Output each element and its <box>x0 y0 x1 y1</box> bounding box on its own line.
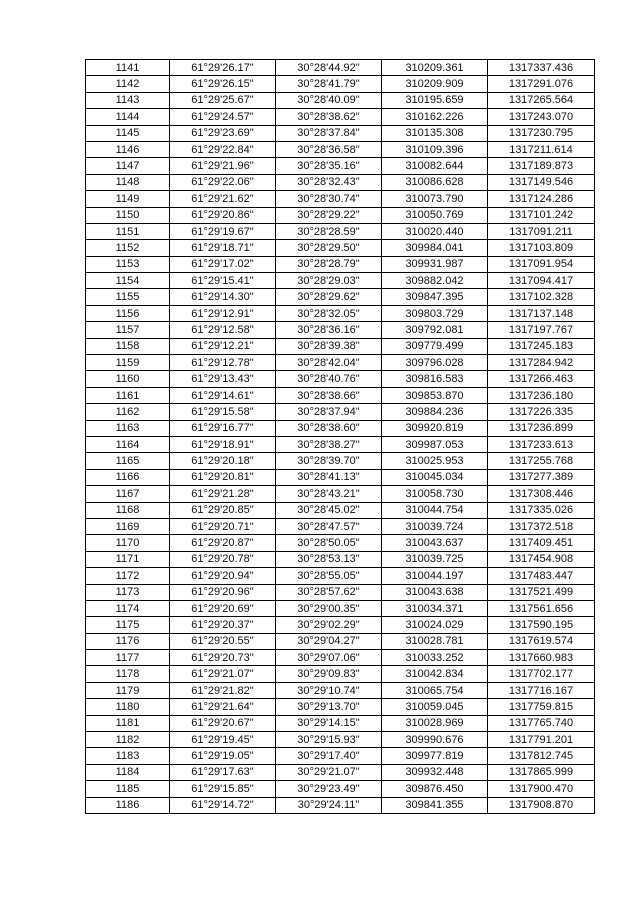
y-coordinate-cell: 1317233.613 <box>488 436 595 452</box>
table-row <box>86 338 595 354</box>
coordinates-table <box>85 59 595 814</box>
latitude-cell: 61°29'21.64" <box>170 699 276 715</box>
point-number-cell: 1171 <box>86 551 170 567</box>
table-row <box>86 322 595 338</box>
point-number-cell: 1161 <box>86 387 170 403</box>
latitude-cell: 61°29'20.94" <box>170 568 276 584</box>
x-coordinate-cell: 310065.754 <box>382 682 488 698</box>
longitude-cell: 30°28'39.70" <box>276 453 382 469</box>
point-number-cell: 1153 <box>86 256 170 272</box>
latitude-cell: 61°29'22.06" <box>170 174 276 190</box>
longitude-cell: 30°28'43.21" <box>276 486 382 502</box>
latitude-cell: 61°29'20.86" <box>170 207 276 223</box>
longitude-cell: 30°28'32.05" <box>276 305 382 321</box>
point-number-cell: 1173 <box>86 584 170 600</box>
y-coordinate-cell: 1317483.447 <box>488 568 595 584</box>
table-row <box>86 518 595 534</box>
table-row <box>86 436 595 452</box>
longitude-cell: 30°28'40.09" <box>276 92 382 108</box>
table-row <box>86 551 595 567</box>
y-coordinate-cell: 1317308.446 <box>488 486 595 502</box>
point-number-cell: 1145 <box>86 125 170 141</box>
table-row <box>86 748 595 764</box>
latitude-cell: 61°29'21.96" <box>170 158 276 174</box>
y-coordinate-cell: 1317590.195 <box>488 617 595 633</box>
latitude-cell: 61°29'26.17" <box>170 60 276 76</box>
latitude-cell: 61°29'20.37" <box>170 617 276 633</box>
latitude-cell: 61°29'19.05" <box>170 748 276 764</box>
point-number-cell: 1148 <box>86 174 170 190</box>
y-coordinate-cell: 1317619.574 <box>488 633 595 649</box>
table-row <box>86 158 595 174</box>
x-coordinate-cell: 310039.725 <box>382 551 488 567</box>
table-row <box>86 600 595 616</box>
y-coordinate-cell: 1317230.795 <box>488 125 595 141</box>
table-row <box>86 240 595 256</box>
x-coordinate-cell: 309977.819 <box>382 748 488 764</box>
table-row <box>86 715 595 731</box>
y-coordinate-cell: 1317091.211 <box>488 223 595 239</box>
longitude-cell: 30°28'41.79" <box>276 76 382 92</box>
longitude-cell: 30°28'38.62" <box>276 109 382 125</box>
y-coordinate-cell: 1317102.328 <box>488 289 595 305</box>
x-coordinate-cell: 310086.628 <box>382 174 488 190</box>
longitude-cell: 30°28'38.60" <box>276 420 382 436</box>
x-coordinate-cell: 309882.042 <box>382 273 488 289</box>
y-coordinate-cell: 1317900.470 <box>488 781 595 797</box>
x-coordinate-cell: 309932.448 <box>382 764 488 780</box>
longitude-cell: 30°29'02.29" <box>276 617 382 633</box>
longitude-cell: 30°28'29.62" <box>276 289 382 305</box>
table-row <box>86 223 595 239</box>
latitude-cell: 61°29'14.30" <box>170 289 276 305</box>
y-coordinate-cell: 1317372.518 <box>488 518 595 534</box>
latitude-cell: 61°29'20.67" <box>170 715 276 731</box>
longitude-cell: 30°28'38.66" <box>276 387 382 403</box>
latitude-cell: 61°29'23.69" <box>170 125 276 141</box>
x-coordinate-cell: 309803.729 <box>382 305 488 321</box>
table-row <box>86 191 595 207</box>
latitude-cell: 61°29'12.21" <box>170 338 276 354</box>
latitude-cell: 61°29'18.91" <box>170 436 276 452</box>
latitude-cell: 61°29'15.85" <box>170 781 276 797</box>
y-coordinate-cell: 1317561.656 <box>488 600 595 616</box>
table-row <box>86 764 595 780</box>
table-row <box>86 207 595 223</box>
x-coordinate-cell: 310044.754 <box>382 502 488 518</box>
table-row <box>86 617 595 633</box>
point-number-cell: 1177 <box>86 650 170 666</box>
point-number-cell: 1176 <box>86 633 170 649</box>
y-coordinate-cell: 1317211.614 <box>488 141 595 157</box>
y-coordinate-cell: 1317865.999 <box>488 764 595 780</box>
y-coordinate-cell: 1317101.242 <box>488 207 595 223</box>
x-coordinate-cell: 310028.969 <box>382 715 488 731</box>
point-number-cell: 1160 <box>86 371 170 387</box>
table-row <box>86 60 595 76</box>
point-number-cell: 1166 <box>86 469 170 485</box>
y-coordinate-cell: 1317094.417 <box>488 273 595 289</box>
x-coordinate-cell: 310109.396 <box>382 141 488 157</box>
table-row <box>86 666 595 682</box>
point-number-cell: 1182 <box>86 732 170 748</box>
point-number-cell: 1158 <box>86 338 170 354</box>
longitude-cell: 30°28'42.04" <box>276 355 382 371</box>
table-row <box>86 633 595 649</box>
y-coordinate-cell: 1317337.436 <box>488 60 595 76</box>
y-coordinate-cell: 1317454.908 <box>488 551 595 567</box>
latitude-cell: 61°29'18.71" <box>170 240 276 256</box>
y-coordinate-cell: 1317284.942 <box>488 355 595 371</box>
latitude-cell: 61°29'24.57" <box>170 109 276 125</box>
point-number-cell: 1180 <box>86 699 170 715</box>
table-row <box>86 781 595 797</box>
longitude-cell: 30°29'13.70" <box>276 699 382 715</box>
x-coordinate-cell: 310058.730 <box>382 486 488 502</box>
x-coordinate-cell: 309990.676 <box>382 732 488 748</box>
y-coordinate-cell: 1317765.740 <box>488 715 595 731</box>
x-coordinate-cell: 309796.028 <box>382 355 488 371</box>
x-coordinate-cell: 309779.499 <box>382 338 488 354</box>
x-coordinate-cell: 309884.236 <box>382 404 488 420</box>
longitude-cell: 30°28'36.16" <box>276 322 382 338</box>
y-coordinate-cell: 1317266.463 <box>488 371 595 387</box>
x-coordinate-cell: 310043.637 <box>382 535 488 551</box>
point-number-cell: 1151 <box>86 223 170 239</box>
latitude-cell: 61°29'17.02" <box>170 256 276 272</box>
point-number-cell: 1155 <box>86 289 170 305</box>
y-coordinate-cell: 1317255.768 <box>488 453 595 469</box>
table-row <box>86 502 595 518</box>
y-coordinate-cell: 1317812.745 <box>488 748 595 764</box>
x-coordinate-cell: 310034.371 <box>382 600 488 616</box>
longitude-cell: 30°28'36.58" <box>276 141 382 157</box>
longitude-cell: 30°28'44.92" <box>276 60 382 76</box>
longitude-cell: 30°29'17.40" <box>276 748 382 764</box>
x-coordinate-cell: 310020.440 <box>382 223 488 239</box>
y-coordinate-cell: 1317236.180 <box>488 387 595 403</box>
x-coordinate-cell: 310073.790 <box>382 191 488 207</box>
x-coordinate-cell: 309816.583 <box>382 371 488 387</box>
point-number-cell: 1174 <box>86 600 170 616</box>
latitude-cell: 61°29'26.15" <box>170 76 276 92</box>
point-number-cell: 1159 <box>86 355 170 371</box>
y-coordinate-cell: 1317291.076 <box>488 76 595 92</box>
point-number-cell: 1143 <box>86 92 170 108</box>
x-coordinate-cell: 310033.252 <box>382 650 488 666</box>
point-number-cell: 1150 <box>86 207 170 223</box>
point-number-cell: 1170 <box>86 535 170 551</box>
table-row <box>86 535 595 551</box>
x-coordinate-cell: 309792.081 <box>382 322 488 338</box>
y-coordinate-cell: 1317137.148 <box>488 305 595 321</box>
longitude-cell: 30°28'29.22" <box>276 207 382 223</box>
table-row <box>86 141 595 157</box>
latitude-cell: 61°29'20.96" <box>170 584 276 600</box>
latitude-cell: 61°29'25.67" <box>170 92 276 108</box>
coordinates-table-body <box>86 60 595 814</box>
longitude-cell: 30°28'30.74" <box>276 191 382 207</box>
longitude-cell: 30°29'14.15" <box>276 715 382 731</box>
y-coordinate-cell: 1317277.389 <box>488 469 595 485</box>
y-coordinate-cell: 1317265.564 <box>488 92 595 108</box>
longitude-cell: 30°28'50.05" <box>276 535 382 551</box>
x-coordinate-cell: 310024.029 <box>382 617 488 633</box>
x-coordinate-cell: 310209.909 <box>382 76 488 92</box>
point-number-cell: 1175 <box>86 617 170 633</box>
longitude-cell: 30°28'40.76" <box>276 371 382 387</box>
point-number-cell: 1169 <box>86 518 170 534</box>
longitude-cell: 30°28'37.94" <box>276 404 382 420</box>
table-row <box>86 371 595 387</box>
table-row <box>86 486 595 502</box>
longitude-cell: 30°28'29.03" <box>276 273 382 289</box>
x-coordinate-cell: 309984.041 <box>382 240 488 256</box>
point-number-cell: 1183 <box>86 748 170 764</box>
longitude-cell: 30°28'28.79" <box>276 256 382 272</box>
x-coordinate-cell: 310025.953 <box>382 453 488 469</box>
longitude-cell: 30°29'21.07" <box>276 764 382 780</box>
longitude-cell: 30°28'57.62" <box>276 584 382 600</box>
latitude-cell: 61°29'19.45" <box>170 732 276 748</box>
latitude-cell: 61°29'20.69" <box>170 600 276 616</box>
x-coordinate-cell: 309876.450 <box>382 781 488 797</box>
longitude-cell: 30°28'37.84" <box>276 125 382 141</box>
point-number-cell: 1172 <box>86 568 170 584</box>
latitude-cell: 61°29'12.78" <box>170 355 276 371</box>
x-coordinate-cell: 310135.308 <box>382 125 488 141</box>
table-row <box>86 699 595 715</box>
point-number-cell: 1141 <box>86 60 170 76</box>
x-coordinate-cell: 310043.638 <box>382 584 488 600</box>
longitude-cell: 30°29'10.74" <box>276 682 382 698</box>
y-coordinate-cell: 1317245.183 <box>488 338 595 354</box>
table-row <box>86 76 595 92</box>
latitude-cell: 61°29'20.73" <box>170 650 276 666</box>
latitude-cell: 61°29'20.78" <box>170 551 276 567</box>
table-row <box>86 109 595 125</box>
latitude-cell: 61°29'13.43" <box>170 371 276 387</box>
table-row <box>86 469 595 485</box>
x-coordinate-cell: 310209.361 <box>382 60 488 76</box>
x-coordinate-cell: 309841.355 <box>382 797 488 813</box>
y-coordinate-cell: 1317791.201 <box>488 732 595 748</box>
longitude-cell: 30°28'38.27" <box>276 436 382 452</box>
point-number-cell: 1152 <box>86 240 170 256</box>
y-coordinate-cell: 1317702.177 <box>488 666 595 682</box>
latitude-cell: 61°29'19.67" <box>170 223 276 239</box>
point-number-cell: 1179 <box>86 682 170 698</box>
y-coordinate-cell: 1317243.070 <box>488 109 595 125</box>
y-coordinate-cell: 1317226.335 <box>488 404 595 420</box>
y-coordinate-cell: 1317409.451 <box>488 535 595 551</box>
x-coordinate-cell: 310050.769 <box>382 207 488 223</box>
longitude-cell: 30°28'32.43" <box>276 174 382 190</box>
x-coordinate-cell: 310039.724 <box>382 518 488 534</box>
longitude-cell: 30°28'53.13" <box>276 551 382 567</box>
longitude-cell: 30°28'35.16" <box>276 158 382 174</box>
x-coordinate-cell: 309853.870 <box>382 387 488 403</box>
y-coordinate-cell: 1317521.499 <box>488 584 595 600</box>
longitude-cell: 30°28'28.59" <box>276 223 382 239</box>
y-coordinate-cell: 1317124.286 <box>488 191 595 207</box>
point-number-cell: 1162 <box>86 404 170 420</box>
point-number-cell: 1149 <box>86 191 170 207</box>
table-row <box>86 387 595 403</box>
point-number-cell: 1157 <box>86 322 170 338</box>
table-row <box>86 797 595 813</box>
latitude-cell: 61°29'21.28" <box>170 486 276 502</box>
table-row <box>86 92 595 108</box>
latitude-cell: 61°29'15.58" <box>170 404 276 420</box>
y-coordinate-cell: 1317335.026 <box>488 502 595 518</box>
longitude-cell: 30°28'39.38" <box>276 338 382 354</box>
y-coordinate-cell: 1317759.815 <box>488 699 595 715</box>
point-number-cell: 1146 <box>86 141 170 157</box>
point-number-cell: 1164 <box>86 436 170 452</box>
point-number-cell: 1154 <box>86 273 170 289</box>
longitude-cell: 30°29'23.49" <box>276 781 382 797</box>
x-coordinate-cell: 310082.644 <box>382 158 488 174</box>
latitude-cell: 61°29'14.61" <box>170 387 276 403</box>
longitude-cell: 30°28'41.13" <box>276 469 382 485</box>
longitude-cell: 30°29'07.06" <box>276 650 382 666</box>
latitude-cell: 61°29'14.72" <box>170 797 276 813</box>
x-coordinate-cell: 310028.781 <box>382 633 488 649</box>
table-row <box>86 568 595 584</box>
table-row <box>86 355 595 371</box>
latitude-cell: 61°29'20.85" <box>170 502 276 518</box>
table-row <box>86 125 595 141</box>
point-number-cell: 1144 <box>86 109 170 125</box>
y-coordinate-cell: 1317908.870 <box>488 797 595 813</box>
longitude-cell: 30°29'24.11" <box>276 797 382 813</box>
table-row <box>86 289 595 305</box>
point-number-cell: 1185 <box>86 781 170 797</box>
table-row <box>86 732 595 748</box>
point-number-cell: 1156 <box>86 305 170 321</box>
table-row <box>86 682 595 698</box>
latitude-cell: 61°29'21.07" <box>170 666 276 682</box>
latitude-cell: 61°29'12.91" <box>170 305 276 321</box>
x-coordinate-cell: 309920.819 <box>382 420 488 436</box>
y-coordinate-cell: 1317189.873 <box>488 158 595 174</box>
point-number-cell: 1147 <box>86 158 170 174</box>
x-coordinate-cell: 309987.053 <box>382 436 488 452</box>
longitude-cell: 30°29'15.93" <box>276 732 382 748</box>
x-coordinate-cell: 310059.045 <box>382 699 488 715</box>
point-number-cell: 1163 <box>86 420 170 436</box>
y-coordinate-cell: 1317091.954 <box>488 256 595 272</box>
table-row <box>86 256 595 272</box>
y-coordinate-cell: 1317236.899 <box>488 420 595 436</box>
table-row <box>86 404 595 420</box>
latitude-cell: 61°29'20.87" <box>170 535 276 551</box>
x-coordinate-cell: 309931.987 <box>382 256 488 272</box>
latitude-cell: 61°29'17.63" <box>170 764 276 780</box>
x-coordinate-cell: 310045.034 <box>382 469 488 485</box>
latitude-cell: 61°29'20.55" <box>170 633 276 649</box>
x-coordinate-cell: 310195.659 <box>382 92 488 108</box>
x-coordinate-cell: 310162.226 <box>382 109 488 125</box>
table-row <box>86 420 595 436</box>
latitude-cell: 61°29'12.58" <box>170 322 276 338</box>
table-row <box>86 273 595 289</box>
longitude-cell: 30°28'47.57" <box>276 518 382 534</box>
point-number-cell: 1186 <box>86 797 170 813</box>
latitude-cell: 61°29'20.18" <box>170 453 276 469</box>
point-number-cell: 1178 <box>86 666 170 682</box>
latitude-cell: 61°29'16.77" <box>170 420 276 436</box>
point-number-cell: 1167 <box>86 486 170 502</box>
x-coordinate-cell: 310042.834 <box>382 666 488 682</box>
latitude-cell: 61°29'22.84" <box>170 141 276 157</box>
y-coordinate-cell: 1317103.809 <box>488 240 595 256</box>
latitude-cell: 61°29'20.71" <box>170 518 276 534</box>
point-number-cell: 1142 <box>86 76 170 92</box>
latitude-cell: 61°29'21.82" <box>170 682 276 698</box>
latitude-cell: 61°29'15.41" <box>170 273 276 289</box>
longitude-cell: 30°28'45.02" <box>276 502 382 518</box>
y-coordinate-cell: 1317149.546 <box>488 174 595 190</box>
x-coordinate-cell: 310044.197 <box>382 568 488 584</box>
y-coordinate-cell: 1317660.983 <box>488 650 595 666</box>
longitude-cell: 30°28'29.50" <box>276 240 382 256</box>
point-number-cell: 1181 <box>86 715 170 731</box>
point-number-cell: 1168 <box>86 502 170 518</box>
longitude-cell: 30°29'04.27" <box>276 633 382 649</box>
table-row <box>86 453 595 469</box>
x-coordinate-cell: 309847.395 <box>382 289 488 305</box>
point-number-cell: 1165 <box>86 453 170 469</box>
table-row <box>86 584 595 600</box>
latitude-cell: 61°29'20.81" <box>170 469 276 485</box>
y-coordinate-cell: 1317716.167 <box>488 682 595 698</box>
table-row <box>86 305 595 321</box>
point-number-cell: 1184 <box>86 764 170 780</box>
table-row <box>86 650 595 666</box>
y-coordinate-cell: 1317197.767 <box>488 322 595 338</box>
longitude-cell: 30°29'00.35" <box>276 600 382 616</box>
longitude-cell: 30°28'55.05" <box>276 568 382 584</box>
longitude-cell: 30°29'09.83" <box>276 666 382 682</box>
latitude-cell: 61°29'21.62" <box>170 191 276 207</box>
table-row <box>86 174 595 190</box>
